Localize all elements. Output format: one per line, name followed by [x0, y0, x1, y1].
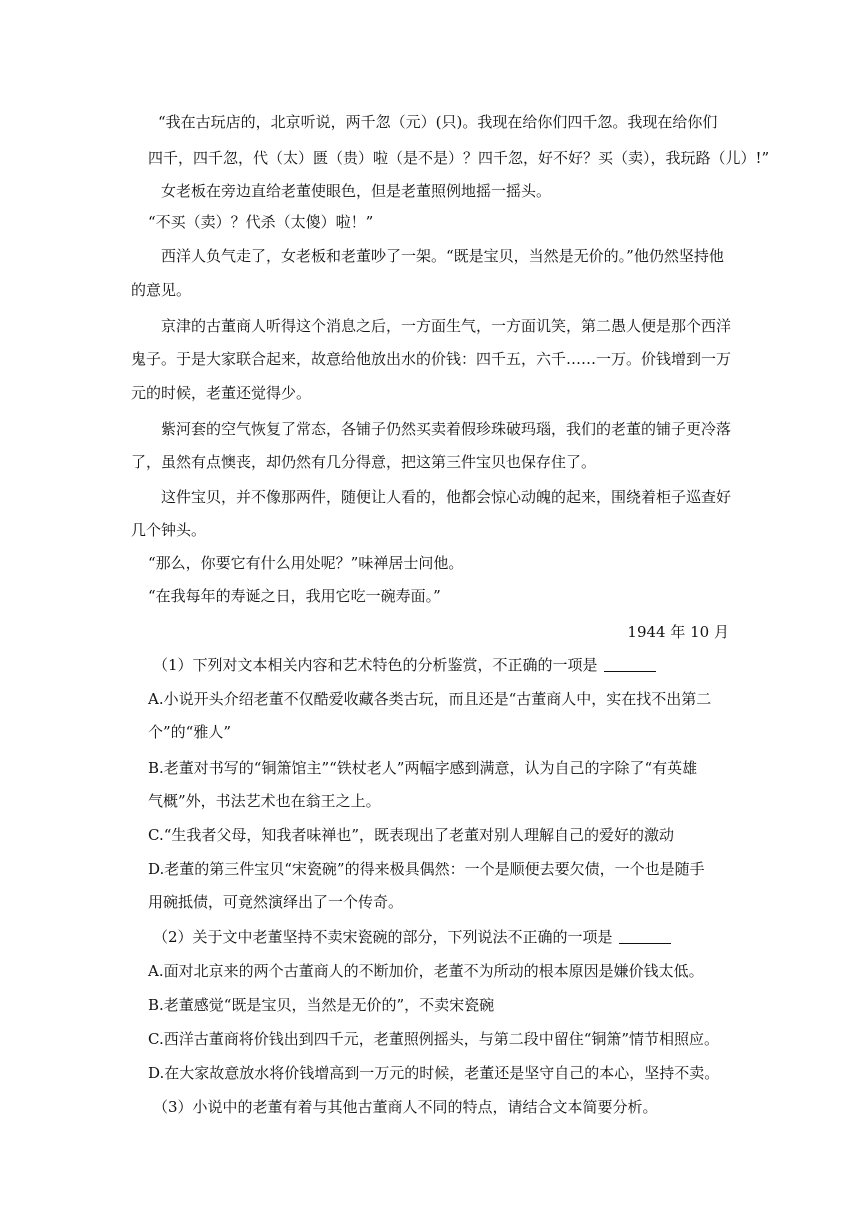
passage-line: 京津的古董商人听得这个消息之后，一方面生气，一方面讥笑，第二愚人便是那个西洋	[161, 317, 732, 335]
question-2-option-line: C.西洋古董商将价钱出到四千元，老董照例摇头，与第二段中留住“铜箫”情节相照应。	[148, 1030, 720, 1048]
passage-line: 几个钟头。	[131, 521, 207, 539]
passage-line: 的意见。	[131, 281, 192, 299]
question-2-option-line: B.老董感觉“既是宝贝，当然是无价的”，不卖宋瓷碗	[148, 996, 495, 1014]
passage-line: 女老板在旁边直给老董使眼色，但是老董照例地摇一摇头。	[161, 182, 552, 200]
question-1-option-line: C.“生我者父母，知我者味禅也”，既表现出了老董对别人理解自己的爱好的激动	[148, 826, 675, 844]
question-1-option-line: D.老董的第三件宝贝“宋瓷碗”的得来极具偶然：一个是顺便去要欠债，一个也是随手	[148, 860, 705, 878]
question-1-option-line: B.老董对书写的“铜箫馆主”“铁杖老人”两幅字感到满意，认为自己的字除了“有英雄	[148, 759, 698, 777]
passage-line: 四千，四千忽，代（太）匮（贵）啦（是不是）？四千忽，好不好？买（卖），我玩路（儿）!”	[148, 149, 770, 167]
passage-line: “不买（卖）？代杀（太傻）啦！”	[148, 213, 374, 231]
passage-date: 1944 年 10 月	[627, 623, 729, 641]
answer-blank	[604, 657, 656, 672]
question-3-stem: （3）小说中的老董有着与其他古董商人不同的特点，请结合文本简要分析。	[153, 1098, 658, 1116]
passage-line: 这件宝贝，并不像那两件，随便让人看的，他都会惊心动魄的起来，围绕着柜子巡查好	[161, 488, 732, 506]
passage-line: “在我每年的寿诞之日，我用它吃一碗寿面。”	[148, 587, 441, 605]
question-1-stem-text: （1）下列对文本相关内容和艺术特色的分析鉴赏，不正确的一项是	[153, 656, 598, 674]
question-2-option-line: A.面对北京来的两个古董商人的不断加价，老董不为所动的根本原因是嫌价钱太低。	[148, 962, 704, 980]
passage-line: 了，虽然有点懊丧，却仍然有几分得意，把这第三件宝贝也保存住了。	[131, 453, 597, 471]
question-2-stem-text: （2）关于文中老董坚持不卖宋瓷碗的部分，下列说法不正确的一项是	[153, 928, 613, 946]
question-1-option-line: 气概”外，书法艺术也在翁王之上。	[148, 792, 381, 810]
question-2-stem	[153, 927, 738, 947]
answer-blank	[619, 929, 671, 944]
question-1-option-line: A.小说开头介绍老董不仅酷爱收藏各类古玩，而且还是“古董商人中，实在找不出第二	[148, 690, 712, 708]
passage-line: “那么，你要它有什么用处呢？”味禅居士问他。	[148, 554, 464, 572]
passage-line: 鬼子。于是大家联合起来，故意给他放出水的价钱：四千五，六千……一万。价钱增到一万	[131, 350, 732, 368]
passage-line: 元的时候，老董还觉得少。	[131, 384, 312, 402]
question-1-option-line: 个”的“雅人”	[148, 723, 232, 741]
passage-line: 紫河套的空气恢复了常态，各铺子仍然买卖着假珍珠破玛瑙，我们的老董的铺子更冷落	[161, 420, 732, 438]
question-1-option-line: 用碗抵债，可竟然演绎出了一个传奇。	[148, 893, 404, 911]
question-2-option-line: D.在大家故意放水将价钱增高到一万元的时候，老董还是坚守自己的本心，坚持不卖。	[148, 1064, 720, 1082]
passage-line: “我在古玩店的，北京听说，两千忽（元）(只)。我现在给你们四千忽。我现在给你们	[158, 113, 718, 131]
passage-line: 西洋人负气走了，女老板和老董吵了一架。“既是宝贝，当然是无价的。”他仍然坚持他	[161, 247, 724, 265]
question-1-stem	[153, 655, 738, 675]
